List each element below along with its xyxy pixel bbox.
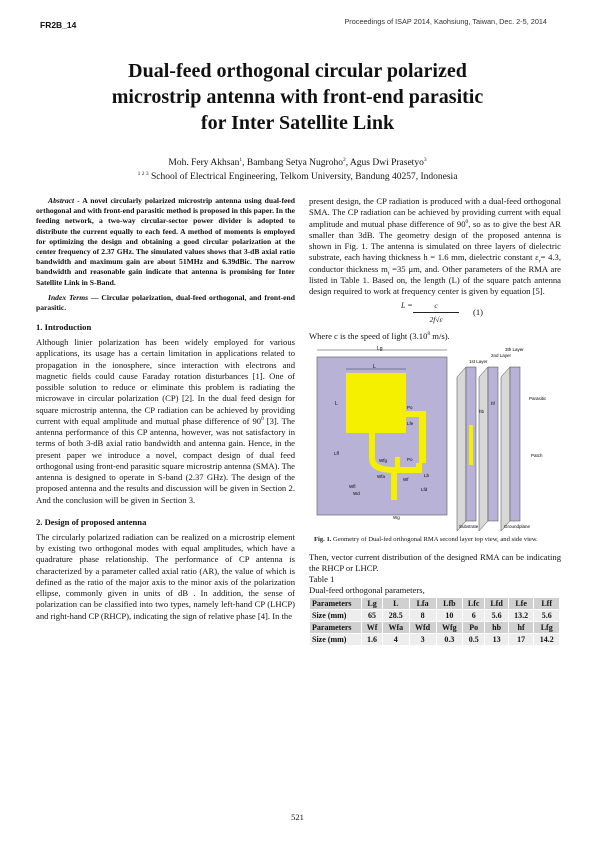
table-row	[310, 610, 560, 622]
layer-2-side	[479, 367, 488, 531]
index-terms-label: Index Terms	[48, 292, 89, 302]
wfl-label: Wfl	[349, 483, 356, 489]
table-cell: Size (mm)	[310, 634, 362, 646]
table-cell: Wfd	[409, 622, 436, 634]
table-label: Table 1	[309, 574, 335, 584]
lb-label: Lb	[424, 472, 430, 478]
po-label: Po	[407, 404, 413, 410]
index-terms	[36, 293, 295, 313]
l-label: L	[373, 363, 376, 370]
layer-1-label: 1st Layer	[469, 358, 488, 364]
table-cell: 6	[463, 610, 485, 622]
layer-1-side	[457, 367, 466, 531]
equation-1	[309, 301, 561, 325]
sol-text-a: Where c is the speed of light (3.10	[309, 331, 428, 342]
parameters-table	[309, 597, 560, 646]
layer-2-label: 2nd Layer	[491, 352, 512, 358]
table-cell: hb	[485, 622, 508, 634]
title-line-1: Dual-feed orthogonal circular polarized	[128, 60, 467, 82]
equation-fraction	[413, 301, 459, 324]
intro-text-b: [3]. The antenna performance of this CP antenna, however, was not satisfactory in terms of both 3-dB axial ratio bandwidth and antenna gain. Hence, in the present paper we introduce a novel, compact design of dual feed orthogonal using front-end parasitic square microstrip antenna (SMA). The antenna is designed to operate in S-band (2.37 GHz). The design of the proposed antenna and the results and discussion will be given in Section 2. And the conclusion will be given in Section 3.	[36, 415, 295, 505]
author-1: Moh. Fery Akhsan	[168, 158, 240, 168]
wfg-label: Wfg	[379, 457, 388, 463]
section-1-heading: 1. Introduction	[36, 322, 92, 333]
table-cell: L	[383, 598, 409, 610]
intro-paragraph	[36, 337, 295, 506]
figure-1	[309, 345, 561, 531]
square-patch	[346, 373, 406, 433]
design-sub-t: t	[387, 270, 390, 277]
intro-text-a: Although linier polarization has been widely employed for various applications, its usage has a certain limitation in applications related to propagation in the ionosphere, since interaction with electrons and magnetic fields could cause Faraday rotation disturbances [1]. One of possible solution to reduce or eliminate this problem is radiating the microwave in circular polarization (CP) [2]. In the dual feed design for square microstrip antenna, the CP radiation can be achieved by providing current with equal amplitude and mutual phase difference of 90	[36, 337, 295, 426]
layer-3-side	[501, 367, 510, 531]
page-number: 521	[291, 812, 304, 822]
main-feed	[391, 470, 397, 500]
equation-number: (1)	[473, 307, 484, 318]
table-cell: 10	[436, 610, 462, 622]
table-cell: 1.6	[362, 634, 383, 646]
table-cell: 13	[485, 634, 508, 646]
author-2: , Bambang Setya Nugroho	[242, 158, 343, 168]
table-caption: Dual-feed orthogonal parameters,	[309, 585, 425, 595]
table-cell: 5.6	[534, 610, 560, 622]
wg-label: Wg	[393, 514, 400, 520]
table-cell: Size (mm)	[310, 610, 362, 622]
feed-line-vertical	[419, 411, 426, 463]
antenna-geometry-diagram	[309, 345, 561, 531]
equation-lhs: L =	[401, 301, 413, 311]
design-text-c: = 4.3, conductor thickness m	[309, 252, 561, 274]
table-cell: Lfd	[485, 598, 508, 610]
author-1-sup: 1	[239, 156, 243, 163]
wfa-label: Wfa	[377, 473, 386, 479]
left-column	[36, 196, 295, 622]
design-sup: 0	[465, 218, 469, 225]
wd-label: Wd	[353, 490, 360, 496]
table-cell: Lfc	[463, 598, 485, 610]
table-cell: Lfg	[534, 622, 560, 634]
layer-3-label: 3th Layer	[505, 346, 524, 352]
design-paragraph-cont	[309, 196, 561, 297]
abstract	[36, 196, 295, 288]
design-paragraph: The circularly polarized radiation can be realized on a microstrip element by existing two orthogonal modes with equal amplitudes, which have a quadrature phase relationship. The performance of CP antenna is characterized by a parameter called axial ratio (AR), the value of which is defined as the ratio of the major axis to the minor axis of the polarization ellipse, commonly given in units of dB . In addition, the sense of polarization can be classified into two types, namely left-hand CP (LHCP) and right-hand CP (RHCP), indicating the sign of relative phase [4]. In the	[36, 531, 295, 621]
parasitic-label: Parasitic	[529, 395, 547, 401]
table-cell: Wfg	[436, 622, 462, 634]
design-text-d: =35 μm, and. Other parameters of the RMA are listed in Table 1. Based on, the length (L) of the square patch antenna design required to work at frequency center is given by equation [5].	[309, 263, 562, 296]
author-2-sup: 2	[342, 156, 346, 163]
table-cell: Lfb	[436, 598, 462, 610]
wf-label: Wf	[403, 476, 409, 482]
table-cell: 4	[383, 634, 409, 646]
table-cell: 17	[508, 634, 534, 646]
speed-of-light-text	[309, 331, 561, 342]
table-cell: 0.3	[436, 634, 462, 646]
table-cell: Wf	[362, 622, 383, 634]
affiliation	[40, 172, 555, 182]
abstract-label: Abstract	[48, 196, 75, 205]
feed-stub	[395, 457, 400, 472]
proceedings-header: Proceedings of ISAP 2014, Kaohsiung, Taiwan, Dec. 2-5, 2014	[344, 17, 547, 26]
abstract-text: - A novel circularly polarized microstrip antenna using dual-feed orthogonal and with front-end parasitic method is proposed in this paper. In the feeding network, a two-way circular-sector power divider is adopted to distribute the current equally to each feed. A method of moments is employed for optimizing the design and obtaining a good circular polarization at the center frequency of 2.37 GHz. The simulated values shows that 3-dB axial ratio bandwidth and maximum gain are about 51MHz and 6.39dBic. The narrow bandwidth and reasonable gain indicate that antenna is promising for Inter Satellite Link in S-Band.	[36, 196, 295, 287]
title-line-3: for Inter Satellite Link	[200, 112, 395, 134]
layer-2-face	[488, 367, 498, 521]
lfe-label: Lfe	[407, 420, 414, 426]
table-cell: Parameters	[310, 622, 362, 634]
current-distribution-text: Then, vector current distribution of the designed RMA can be indicating the RHCP or LHCP.	[309, 551, 561, 573]
lff-label: Lff	[334, 450, 339, 456]
author-3-sup: 3	[423, 156, 427, 163]
lfd-label: Lfd	[421, 486, 428, 492]
table-cell: Lfa	[409, 598, 436, 610]
po-label-2: Po	[407, 456, 413, 462]
groundplane-label: Groundplane	[504, 523, 531, 529]
table-cell: hf	[508, 622, 534, 634]
table-cell: 14.2	[534, 634, 560, 646]
figure-caption-label: Fig. 1.	[314, 535, 332, 543]
l-side-label: L	[335, 400, 338, 407]
intro-sup: 0	[261, 416, 264, 423]
section-2-heading: 2. Design of proposed antenna	[36, 516, 147, 527]
design-sub-r: r	[538, 258, 541, 265]
table-cell: Lff	[534, 598, 560, 610]
table-row	[310, 622, 560, 634]
right-column	[309, 196, 561, 646]
table-cell: 3	[409, 634, 436, 646]
sol-text-b: m/s).	[430, 331, 450, 342]
patch-label: Patch	[531, 452, 543, 458]
design-text-a: present design, the CP radiation is produced with a dual-feed orthogonal SMA. The CP radiation can be achieved by providing current with equal amplitude and mutual phase difference of 90	[309, 196, 561, 229]
lg-label: Lg	[377, 345, 383, 352]
equation-denominator: 2f√ε	[429, 315, 443, 325]
paper-title	[40, 58, 555, 136]
fraction-bar	[413, 312, 459, 313]
index-terms-text: — Circular polarization, dual-feed orthogonal, and front-end parasitic.	[36, 292, 295, 313]
figure-caption-text: Geometry of Dual-fed orthogonal RMA second layer top view, and side view.	[331, 535, 538, 543]
authors	[40, 158, 555, 168]
table-cell: 13.2	[508, 610, 534, 622]
equation-numerator: c	[434, 301, 438, 311]
substrate-label: Substrate	[459, 523, 479, 529]
layer-3-face	[510, 367, 520, 521]
table-cell: 5.6	[485, 610, 508, 622]
table-cell: 65	[362, 610, 383, 622]
hf-label: hf	[491, 400, 495, 406]
table-cell: Lg	[362, 598, 383, 610]
affiliation-sup: 1 2 3	[137, 170, 149, 177]
table-row	[310, 634, 560, 646]
figure-caption	[309, 535, 561, 544]
table-cell: Parameters	[310, 598, 362, 610]
title-line-2: microstrip antenna with front-end parasitic	[111, 86, 484, 108]
design-text-b: , so as to give the best AR smaller than 3dB. The geometry design of the proposed antenna is shown in Fig. 1. The antenna is simulated on three layers of dielectric substrate, each having thickness h = 1.6 mm, dielectric constant ε	[309, 218, 561, 263]
paper-code: FR2B_14	[40, 20, 77, 30]
table-cell: Lfe	[508, 598, 534, 610]
table-cell: Wfa	[383, 622, 409, 634]
sol-sup: 8	[427, 331, 431, 338]
table-cell: 28.5	[383, 610, 409, 622]
affiliation-text: School of Electrical Engineering, Telkom University, Bandung 40257, Indonesia	[148, 172, 458, 182]
table-cell: 0.5	[463, 634, 485, 646]
table-row	[310, 598, 560, 610]
table-cell: 8	[409, 610, 436, 622]
hb-label: hb	[479, 408, 485, 414]
feed-line-bottom	[369, 433, 375, 458]
layer-1-feed	[469, 425, 473, 465]
author-3: , Agus Dwi Prasetyo	[345, 158, 424, 168]
table-cell: Po	[463, 622, 485, 634]
